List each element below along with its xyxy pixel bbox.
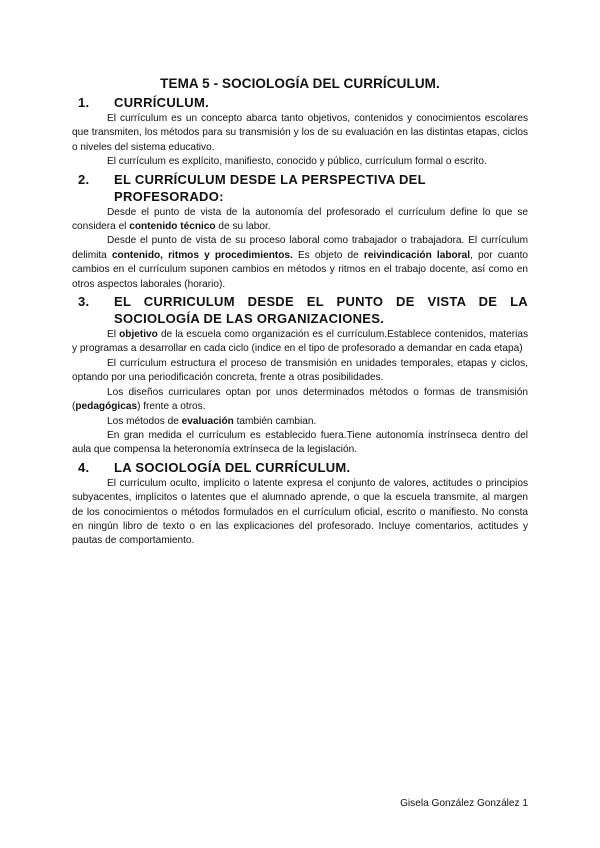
paragraph: El currículum es un concepto abarca tanto objetivos, contenidos y conocimientos escolares que transmiten, los métodos para su transmisión y los de su evaluación en las distintas etapas, ciclos o niveles del sistema educativo. (72, 113, 528, 153)
paragraph: Desde el punto de vista de la autonomía del profesorado el currículum define lo que se considera el contenido técnico de su labor. (72, 206, 528, 233)
section-3-heading (72, 293, 528, 327)
bold-term: evaluación (181, 415, 234, 427)
document-page (72, 76, 528, 549)
section-number: 2. (78, 171, 90, 187)
paragraph: El currículum es explícito, manifiesto, conocido y público, currículum formal o escrito. (107, 156, 487, 168)
page-footer: Gisela González González 1 (400, 798, 528, 809)
section-4-heading (72, 459, 528, 476)
paragraph: El objetivo de la escuela como organización es el currículum.Establece contenidos, materias y programas a desarrollar en cada ciclo (indice en el tipo de profesorado a demandar en cada etapa) (72, 329, 528, 355)
paragraph: Los diseños curriculares optan por unos determinados métodos o formas de transmisión (pedagógicas) frente a otros. (72, 386, 528, 413)
section-title: CURRÍCULUM. (114, 95, 210, 110)
paragraph: En gran medida el currículum es establecido fuera.Tiene autonomía instrínseca dentro del aula que compensa la heteronomía extrínseca de la legislación. (72, 429, 528, 456)
section-number: 3. (78, 294, 90, 310)
paragraph: El currículum oculto, implícito o latente expresa el conjunto de valores, actitudes o principios subyacentes, implícitos o latentes que el alumnado aprende, o que la escuela transmite, al margen de los conocimientos o métodos formulados en el currículum oficial, escrito o manifiesto. No consta en ningún libro de texto o en las explicaciones del profesorado. Incluye comentarios, actitudes y pautas de comportamiento. (72, 477, 528, 547)
section-number: 1. (78, 95, 90, 110)
bold-term: contenido, ritmos y procedimientos. (111, 249, 293, 261)
paragraph: Desde el punto de vista de su proceso laboral como trabajador o trabajadora. El currículum delimita contenido, ritmos y procedimientos. Es objeto de reivindicación laboral, por cuanto cambios en el currículum suponen cambios en métodos y ritmos en el trabajo docente, así como en otros aspectos laborales (horario). (72, 235, 528, 290)
bold-term: reivindicación laboral (363, 249, 471, 261)
section-title: EL CURRÍCULUM DESDE LA PERSPECTIVA DEL PROFESORADO: (114, 171, 426, 204)
section-title: EL CURRICULUM DESDE EL PUNTO DE VISTA DE LA SOCIOLOGÍA DE LAS ORGANIZACIONES. (114, 294, 528, 327)
document-title: TEMA 5 - SOCIOLOGÍA DEL CURRÍCULUM. (160, 76, 440, 91)
bold-term: pedagógicas (75, 401, 138, 413)
paragraph: Los métodos de evaluación también cambian. (107, 415, 317, 427)
section-1-heading (72, 94, 528, 111)
section-number: 4. (78, 459, 90, 475)
paragraph: El currículum estructura el proceso de transmisión en unidades temporales, etapas y ciclos, optando por una periodificación concreta, frente a otras posibilidades. (72, 357, 528, 384)
bold-term: objetivo (119, 329, 158, 341)
section-2-heading (72, 171, 528, 205)
bold-term: contenido técnico (129, 221, 216, 233)
section-title: LA SOCIOLOGÍA DEL CURRÍCULUM. (114, 459, 351, 475)
